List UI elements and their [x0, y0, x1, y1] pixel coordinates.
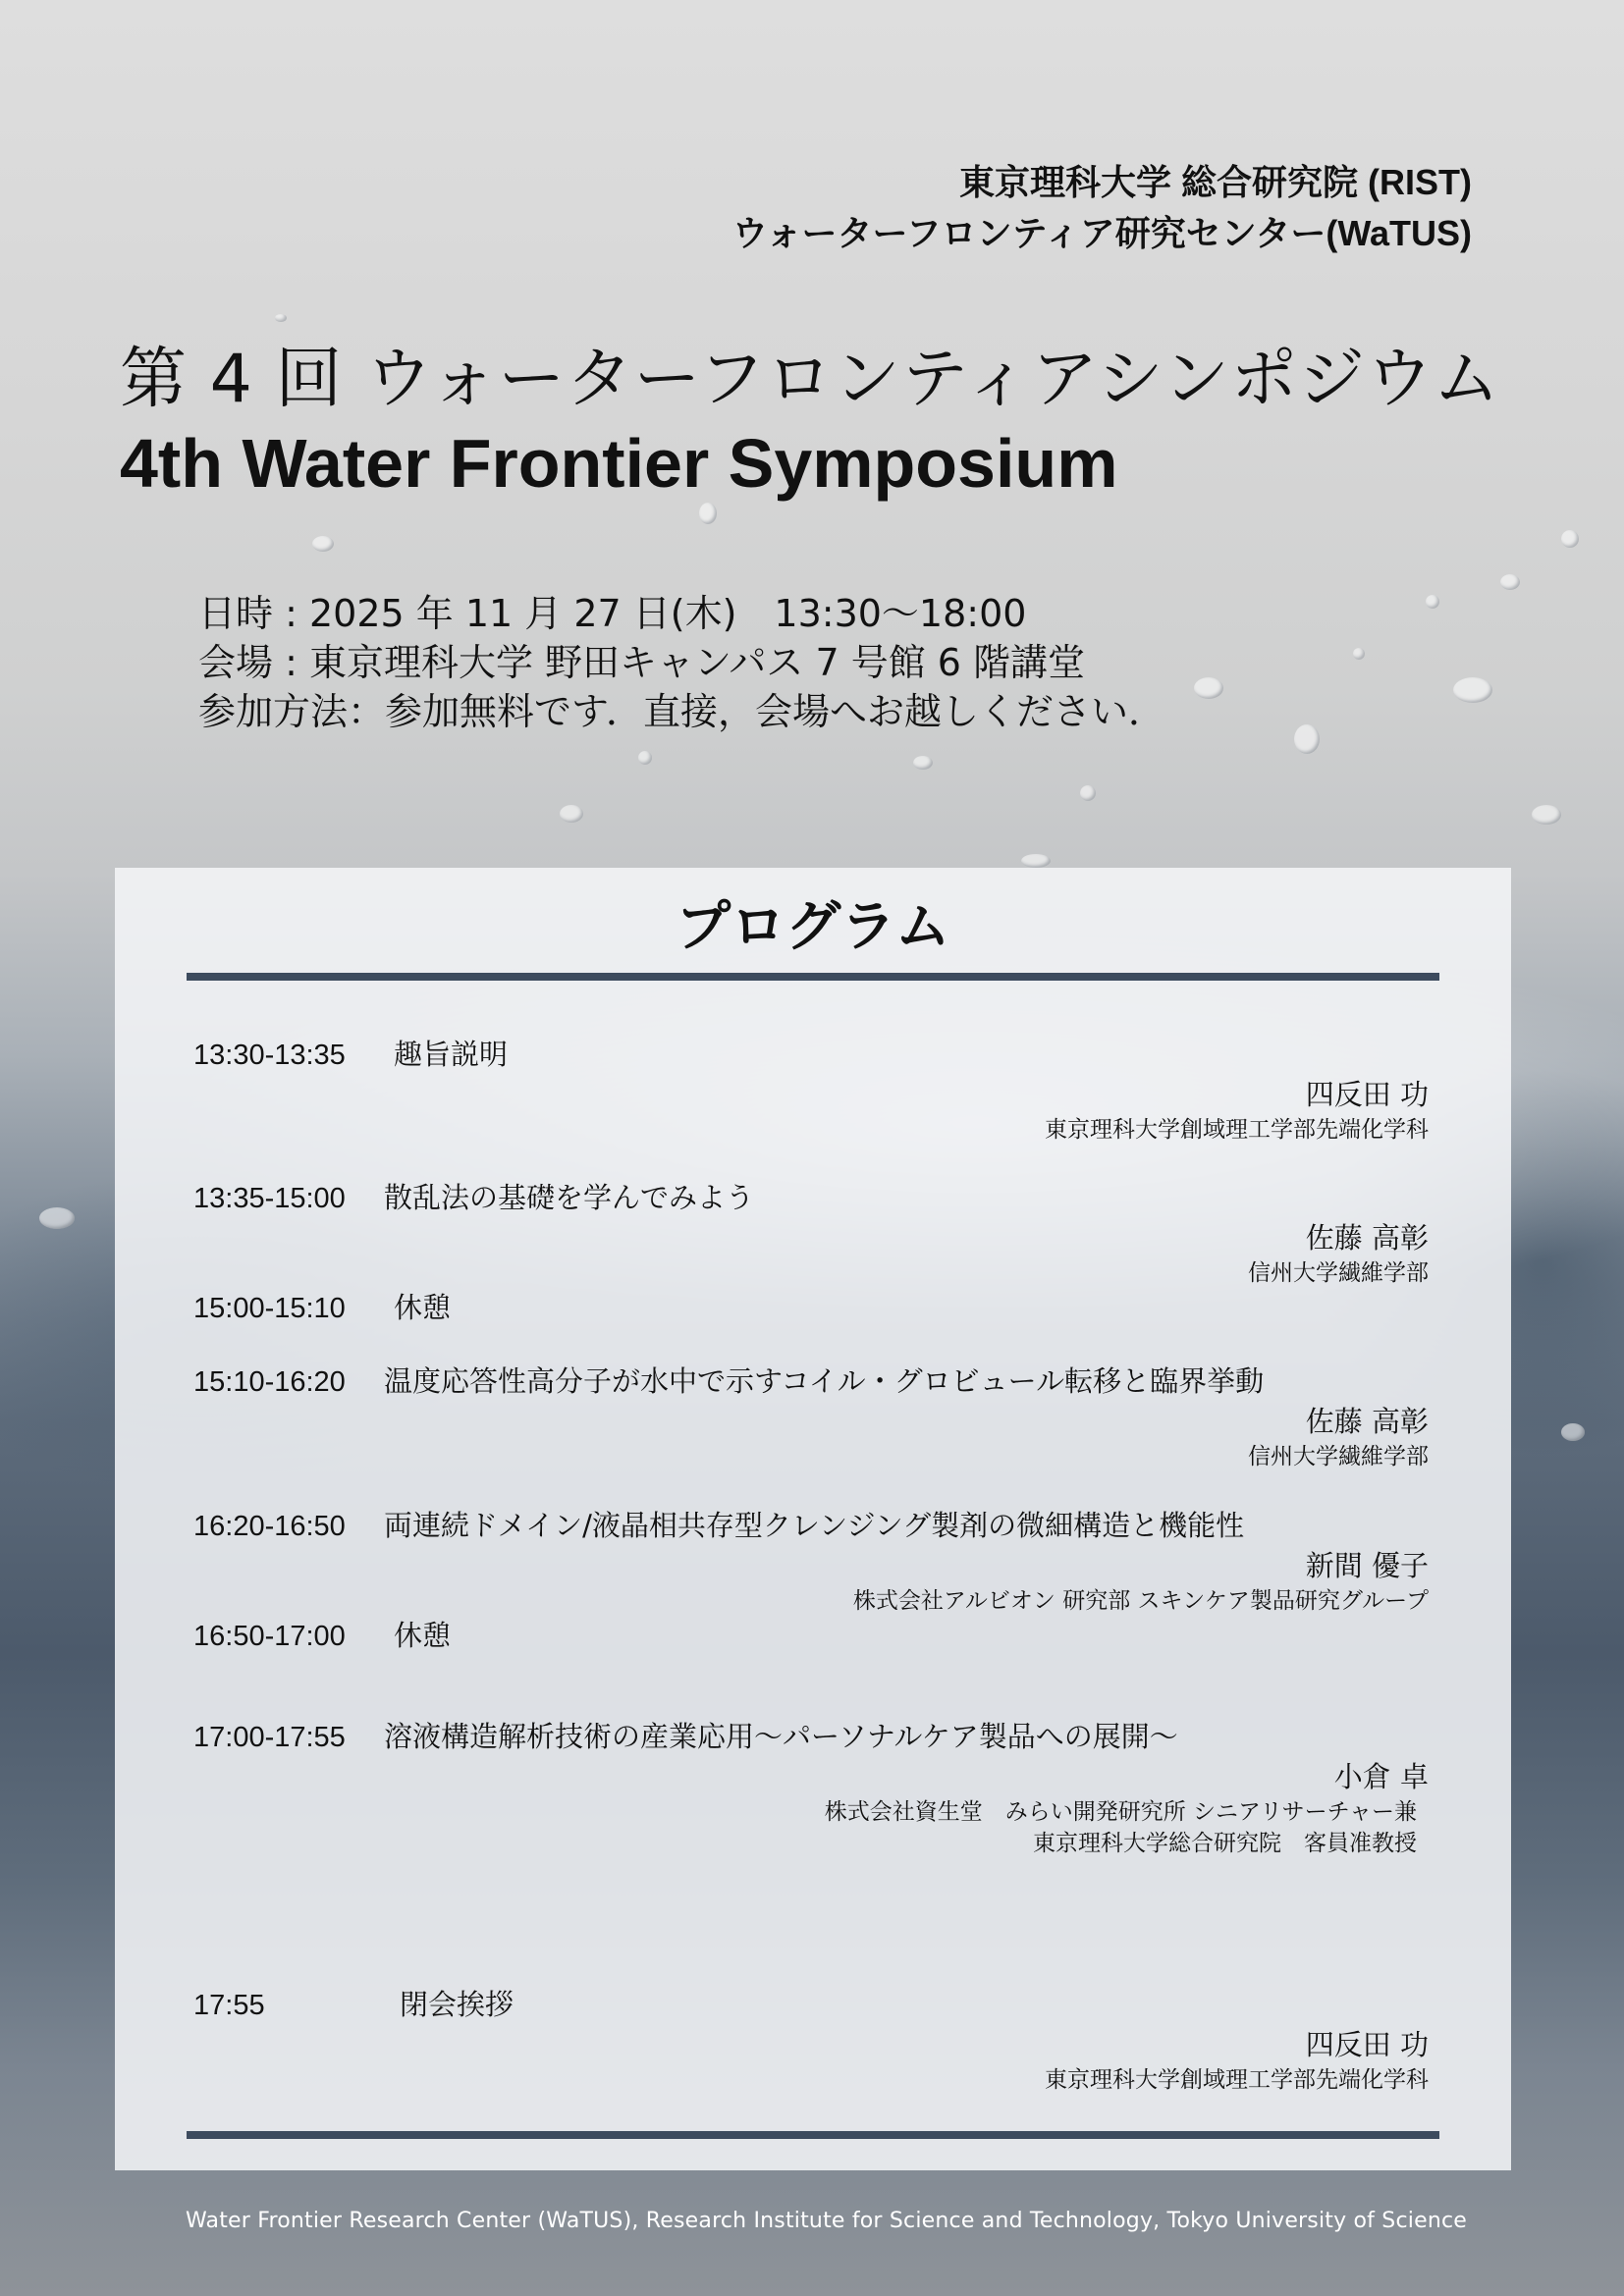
water-droplet: [1194, 677, 1223, 699]
program-time: 16:20-16:50: [193, 1511, 346, 1542]
program-item: [193, 1178, 1429, 1289]
program-speaker: 小倉 卓: [1333, 1760, 1429, 1793]
symposium-title-en: 4th Water Frontier Symposium: [120, 425, 1118, 502]
program-time: 13:35-15:00: [193, 1183, 346, 1214]
water-droplet: [1294, 724, 1320, 754]
program-time: 17:00-17:55: [193, 1722, 346, 1753]
event-info: [198, 589, 1165, 736]
program-topic: 散乱法の基礎を学んでみよう: [384, 1181, 755, 1214]
program-affiliation: 株式会社アルビオン 研究部 スキンケア製品研究グループ: [852, 1588, 1429, 1614]
event-venue: 会場 : 東京理科大学 野田キャンパス 7 号館 6 階講堂: [198, 641, 1086, 684]
program-topic: 溶液構造解析技術の産業応用〜パーソナルケア製品への展開〜: [384, 1720, 1178, 1753]
organizer-institute: 東京理科大学 総合研究院 (RIST): [959, 162, 1472, 202]
symposium-title-ja: 第 4 回 ウォーターフロンティアシンポジウム: [120, 341, 1501, 418]
program-bottom-divider: [187, 2131, 1439, 2139]
water-droplet: [1453, 677, 1492, 703]
organizer-header: [732, 157, 1472, 259]
program-speaker: 新間 優子: [1305, 1549, 1429, 1582]
water-droplet: [699, 503, 717, 524]
program-affiliation: 信州大学繊維学部: [1248, 1444, 1429, 1469]
program-topic: 両連続ドメイン/液晶相共存型クレンジング製剤の微細構造と機能性: [384, 1509, 1245, 1542]
program-item: [193, 1616, 1429, 1656]
water-droplet: [39, 1207, 75, 1229]
program-affiliation: 東京理科大学創域理工学部先端化学科: [1045, 1117, 1429, 1143]
program-topic: 温度応答性高分子が水中で示すコイル・グロビュール転移と臨界挙動: [384, 1364, 1265, 1398]
organizer-center: ウォーターフロンティア研究センター(WaTUS): [731, 213, 1472, 253]
water-droplet: [1532, 805, 1561, 825]
program-topic: 趣旨説明: [394, 1038, 509, 1071]
program-time: 16:50-17:00: [193, 1621, 346, 1652]
water-droplet: [1561, 530, 1579, 548]
program-speaker: 四反田 功: [1305, 1078, 1429, 1111]
program-speaker: 四反田 功: [1305, 2028, 1429, 2061]
water-droplet: [275, 314, 287, 322]
program-speaker: 佐藤 高彰: [1305, 1221, 1429, 1255]
water-droplet: [913, 756, 933, 770]
event-datetime: 日時 : 2025 年 11 月 27 日(木) 13:30〜18:00: [198, 592, 1027, 635]
water-droplet: [1426, 595, 1439, 609]
program-item: [193, 1985, 1429, 2096]
program-item: [193, 1717, 1429, 1859]
program-panel: [115, 868, 1511, 2170]
water-droplet: [638, 751, 652, 765]
program-topic: 休憩: [394, 1619, 452, 1652]
footer-credit: Water Frontier Research Center (WaTUS), Research Institute for Science and Technology, Tokyo University of Science: [185, 2209, 1467, 2233]
program-affiliation: 信州大学繊維学部: [1248, 1260, 1429, 1286]
program-time: 15:10-16:20: [193, 1366, 346, 1398]
program-topic: 休憩: [394, 1291, 452, 1324]
water-droplet: [1021, 854, 1051, 868]
program-item: [193, 1035, 1429, 1146]
water-droplet: [1561, 1423, 1585, 1441]
water-droplet: [1500, 574, 1520, 590]
program-speaker: 佐藤 高彰: [1305, 1405, 1429, 1438]
program-item: [193, 1362, 1429, 1472]
program-affiliation: 東京理科大学総合研究院 客員准教授: [1033, 1831, 1417, 1856]
program-title: プログラム: [676, 895, 950, 959]
program-top-divider: [187, 973, 1439, 981]
water-droplet: [560, 805, 583, 823]
program-affiliation: 東京理科大学創域理工学部先端化学科: [1045, 2067, 1429, 2093]
program-time: 17:55: [193, 1990, 265, 2021]
program-time: 13:30-13:35: [193, 1040, 346, 1071]
event-participation: 参加方法：参加無料です．直接，会場へお越しください．: [198, 690, 1165, 733]
program-item: [193, 1506, 1429, 1617]
program-item: [193, 1288, 1429, 1328]
water-droplet: [1080, 785, 1096, 801]
program-topic: 閉会挨拶: [400, 1988, 514, 2021]
water-droplet: [1353, 648, 1365, 660]
program-time: 15:00-15:10: [193, 1293, 346, 1324]
program-affiliation: 株式会社資生堂 みらい開発研究所 シニアリサーチャー兼: [824, 1799, 1417, 1825]
water-droplet: [312, 536, 334, 552]
